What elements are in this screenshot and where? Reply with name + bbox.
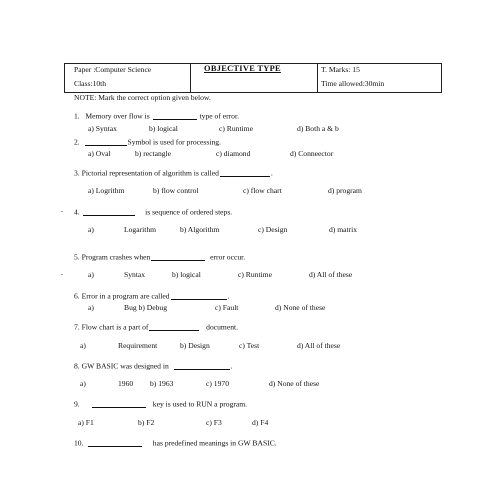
page-title: OBJECTIVE TYPE [204,64,281,73]
question-text: 6. Error in a program are called [74,291,170,301]
option-d[interactable]: d) Both a & b [297,124,339,133]
question-text: 3. Pictorial representation of algorithm is called [74,168,219,178]
total-marks: T. Marks: 15 [321,65,360,74]
option-b[interactable]: b) flow control [153,186,199,195]
option-a[interactable]: a) [80,379,86,388]
bullet-dot: . [61,268,63,277]
option-d[interactable]: d) None of these [269,379,320,388]
answer-blank[interactable] [83,207,135,216]
option-a-text[interactable]: Requirement [118,341,158,350]
question-number: 10. [74,438,84,448]
option-a[interactable]: a) [88,225,94,234]
option-c[interactable]: c) flow chart [243,186,282,195]
option-d[interactable]: d) matrix [329,225,358,234]
header-divider [190,64,191,92]
option-b[interactable]: b) logical [172,270,201,279]
option-c[interactable]: c) 1970 [206,379,229,388]
answer-blank[interactable] [85,137,127,146]
option-d[interactable]: d) All of these [297,341,341,350]
option-c[interactable]: c) diamond [216,149,251,158]
question-1 [74,111,239,120]
answer-blank[interactable] [171,291,227,300]
option-a-b-text[interactable]: Bug b) Debug [124,303,168,312]
question-number: 1. [74,111,80,121]
question-text: Symbol is used for processing. [127,137,221,147]
question-number: 9. [74,399,80,409]
option-b[interactable]: b) logical [149,124,178,133]
option-d[interactable]: d) None of these [275,303,326,312]
option-b[interactable]: b) F2 [138,418,155,427]
option-a-text[interactable]: Syntax [124,270,146,279]
question-4 [74,207,232,216]
header-divider [317,64,318,92]
option-c[interactable]: c) Runtime [219,124,253,133]
answer-blank[interactable] [88,438,142,447]
option-d[interactable]: d) program [328,186,362,195]
option-b[interactable]: b) rectangle [135,149,172,158]
option-a-text[interactable]: Logarithm [124,225,157,234]
answer-blank[interactable] [220,168,270,177]
answer-blank[interactable] [149,322,199,331]
answer-blank[interactable] [174,361,230,370]
question-text: has predefined meanings in GW BASIC. [152,438,277,448]
option-a[interactable]: a) F1 [78,418,94,427]
answer-blank[interactable] [151,252,205,261]
instruction-note: NOTE: Mark the correct option given below. [74,93,211,102]
time-allowed: Time allowed:30min [321,79,385,88]
option-d[interactable]: d) Conneector [290,149,334,158]
question-text: 8. GW BASIC was designed in [74,361,169,371]
option-a[interactable]: a) Syntax [88,124,117,133]
option-b[interactable]: b) 1963 [150,379,174,388]
option-c[interactable]: c) F3 [206,418,222,427]
option-d[interactable]: d) All of these [309,270,353,279]
question-text: error occur. [210,252,246,262]
option-a[interactable]: a) [80,341,86,350]
question-2 [74,137,221,146]
question-text: document. [206,322,238,332]
option-a[interactable]: a) Oval [88,149,111,158]
option-a[interactable]: a) Logrithm [88,186,125,195]
option-b[interactable]: b) Design [180,341,210,350]
answer-blank[interactable] [153,111,197,120]
question-text: 5. Program crashes when [74,252,151,262]
option-c[interactable]: c) Runtime [238,270,272,279]
question-8: 8. GW BASIC was designed in . [74,361,233,371]
question-text: 7. Flow chart is a part of [74,322,149,332]
answer-blank[interactable] [92,399,146,408]
question-6: 6. Error in a program are called . [74,291,230,301]
question-3: 3. Pictorial representation of algorithm is called . [74,168,273,178]
option-c[interactable]: c) Design [258,225,288,234]
option-a[interactable]: a) [88,270,94,279]
question-text: Memory over flow is [85,111,150,121]
bullet-dot: . [61,205,63,214]
option-c[interactable]: c) Fault [215,303,239,312]
question-text: type of error. [199,111,239,121]
question-7 [74,322,238,331]
question-text: is sequence of ordered steps. [145,207,233,217]
question-10 [74,438,277,447]
question-text: key is used to RUN a program. [152,399,248,409]
option-d[interactable]: d) F4 [252,418,269,427]
class-label: Class:10th [74,79,107,88]
option-a-text[interactable]: 1960 [118,379,134,388]
paper-subject: Paper :Computer Science [74,65,152,74]
question-9 [74,399,247,408]
option-b[interactable]: b) Algorithm [180,225,220,234]
question-5 [74,252,245,261]
option-c[interactable]: c) Test [239,341,260,350]
question-number: 4. [74,207,80,217]
question-number: 2. [74,137,80,147]
option-a[interactable]: a) [88,303,94,312]
